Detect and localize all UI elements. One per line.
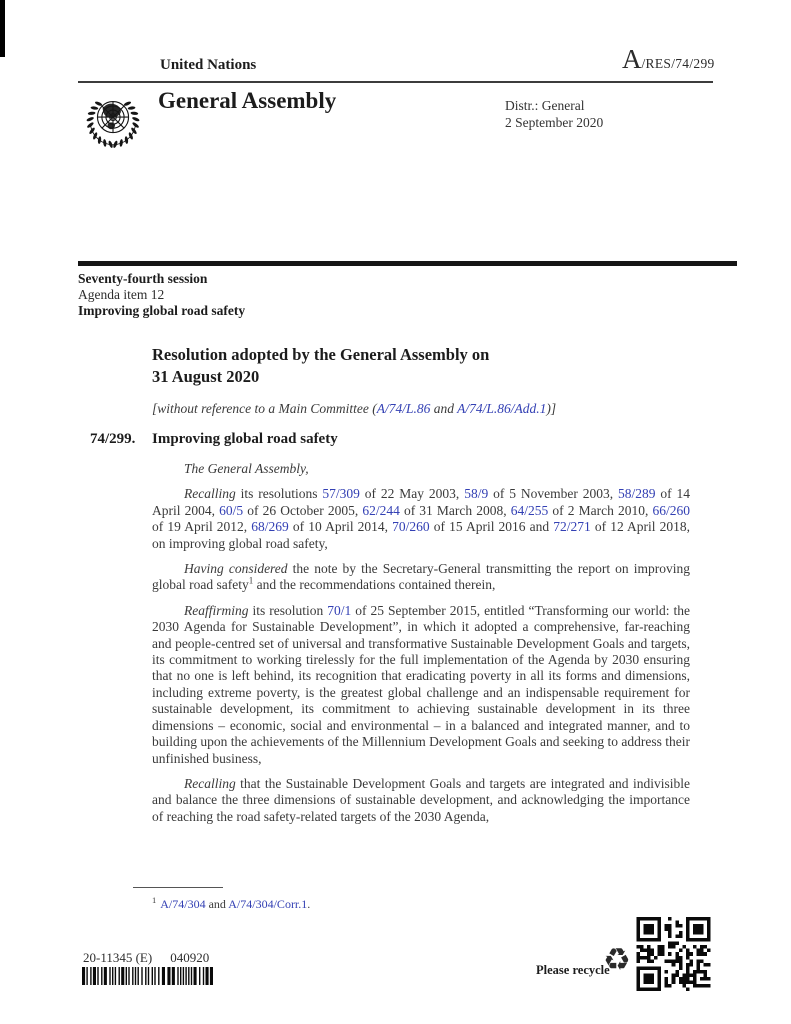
text-segment: of 25 September 2015, entitled “Transforming our world: the 2030 Agenda for Sustainable Development”, in which it adopted a comprehensive, far-reaching and people-centred set of universal and transformative Sustainable Development Goals and targets, its commitment to working tirelessly for the full implementation of the Agenda by 2030 ensuring that no one is left behind, its recognition that eradicating poverty in all its forms and dimensions, including extreme poverty, is the greatest global challenge and an indispensable requirement for sustainable development, its commitment to achieving sustainable development in its three dimensions – economic, social and environmental – in a balanced and integrated manner, and to building upon the achievements of the Millennium Development Goals and seeking to address their unfinished business, — [152, 602, 691, 766]
text-segment: [without reference to a Main Committee ( — [152, 401, 377, 416]
text-segment: Recalling — [184, 486, 236, 502]
agenda-title: Improving global road safety — [78, 303, 246, 319]
doc-link[interactable]: 62/244 — [362, 502, 400, 518]
text-segment: 1 — [248, 575, 254, 586]
doc-link[interactable]: 58/9 — [464, 486, 489, 502]
footnote-rule — [133, 887, 223, 888]
resolution-number: 74/299. — [90, 431, 136, 447]
committee-note — [152, 401, 690, 417]
text-segment: of 5 November 2003, — [488, 486, 618, 502]
text-segment: that the Sustainable Development Goals and targets are integrated and indivisible and balance the three dimensions of sustainable development, and acknowledging the importance of reaching the road safety-related targets of the 2030 Agenda, — [152, 775, 690, 824]
date-code: 040920 — [170, 950, 210, 965]
session-title: Seventy-fourth session — [78, 271, 208, 286]
text-segment: of 26 October 2005, — [243, 502, 363, 518]
text-segment: and — [430, 401, 458, 416]
assembly-title: General Assembly — [158, 88, 337, 113]
document-date: 2 September 2020 — [505, 115, 604, 130]
text-segment: of 19 April 2012, — [152, 519, 252, 535]
distribution-line: Distr.: General — [505, 98, 585, 113]
section-rule — [78, 261, 737, 266]
distribution-block — [505, 97, 603, 131]
text-segment: of 14 April 2004, — [152, 486, 690, 518]
text-segment: of 10 April 2014, — [288, 519, 393, 535]
preamble-paragraph — [152, 486, 690, 552]
text-segment: the note by the Secretary-General transmitting the report on improving global road safety — [152, 561, 690, 593]
doc-link[interactable]: 70/260 — [392, 519, 430, 535]
session-block — [78, 271, 245, 320]
text-segment: of 31 March 2008, — [399, 502, 511, 518]
resolution-name: Improving global road safety — [152, 431, 338, 447]
recycle-icon: ♻ — [603, 942, 631, 977]
text-segment: Having considered — [184, 561, 288, 577]
doc-link[interactable]: 68/269 — [251, 519, 289, 535]
resolution-title — [152, 344, 690, 388]
text-segment: )] — [546, 401, 557, 416]
un-emblem-icon — [74, 86, 152, 160]
doc-link[interactable]: 66/260 — [652, 502, 690, 518]
footnote-text — [160, 897, 310, 911]
doc-link[interactable]: 64/255 — [510, 502, 549, 518]
text-segment: of 22 May 2003, — [359, 486, 465, 502]
doc-symbol — [622, 44, 715, 75]
text-segment: of 12 April 2018, on improving global road safety, — [152, 519, 691, 551]
doc-link[interactable]: 70/1 — [327, 602, 352, 618]
doc-symbol-prefix: A — [622, 44, 642, 74]
text-segment: The General Assembly, — [184, 461, 309, 476]
job-number: 20-11345 (E) — [83, 950, 153, 965]
text-segment: and the recommendations contained therein, — [253, 577, 496, 593]
agenda-item: Agenda item 12 — [78, 287, 165, 303]
preamble-paragraph — [152, 776, 690, 825]
footer-codes — [83, 950, 209, 966]
footnote-marker: 1 — [152, 895, 157, 905]
text-segment: of 15 April 2016 and — [429, 519, 554, 535]
resolution-title-line1: Resolution adopted by the General Assembly on — [152, 345, 490, 364]
doc-link[interactable]: A/74/304/Corr.1 — [228, 897, 308, 911]
recycle-label: Please recycle — [536, 963, 610, 977]
preamble-paragraph — [152, 561, 690, 594]
doc-link[interactable]: 57/309 — [322, 486, 360, 502]
text-segment: its resolutions — [235, 486, 323, 502]
preamble-paragraph — [152, 461, 690, 477]
doc-link[interactable]: A/74/L.86/Add.1 — [457, 401, 547, 416]
scan-artifact-bar — [0, 0, 5, 57]
text-segment: Recalling — [184, 775, 236, 791]
doc-link[interactable]: 72/271 — [553, 519, 591, 535]
text-segment: Reaffirming — [184, 602, 249, 618]
text-segment: and — [205, 897, 229, 911]
doc-link[interactable]: A/74/304 — [160, 897, 206, 911]
footnote — [152, 895, 572, 912]
text-segment: of 2 March 2010, — [548, 502, 653, 518]
resolution-heading — [90, 431, 690, 448]
qr-code — [635, 917, 712, 991]
preamble-paragraph — [152, 603, 690, 767]
org-name: United Nations — [160, 57, 257, 73]
text-segment: . — [307, 897, 311, 911]
doc-link[interactable]: 58/289 — [617, 486, 656, 502]
doc-link[interactable]: A/74/L.86 — [376, 401, 431, 416]
doc-symbol-suffix: /RES/74/299 — [641, 56, 715, 71]
doc-link[interactable]: 60/5 — [219, 502, 244, 518]
header-rule — [78, 81, 713, 83]
barcode — [82, 967, 215, 985]
content-column — [90, 344, 691, 834]
resolution-title-line2: 31 August 2020 — [152, 367, 260, 386]
text-segment: its resolution — [248, 602, 328, 618]
